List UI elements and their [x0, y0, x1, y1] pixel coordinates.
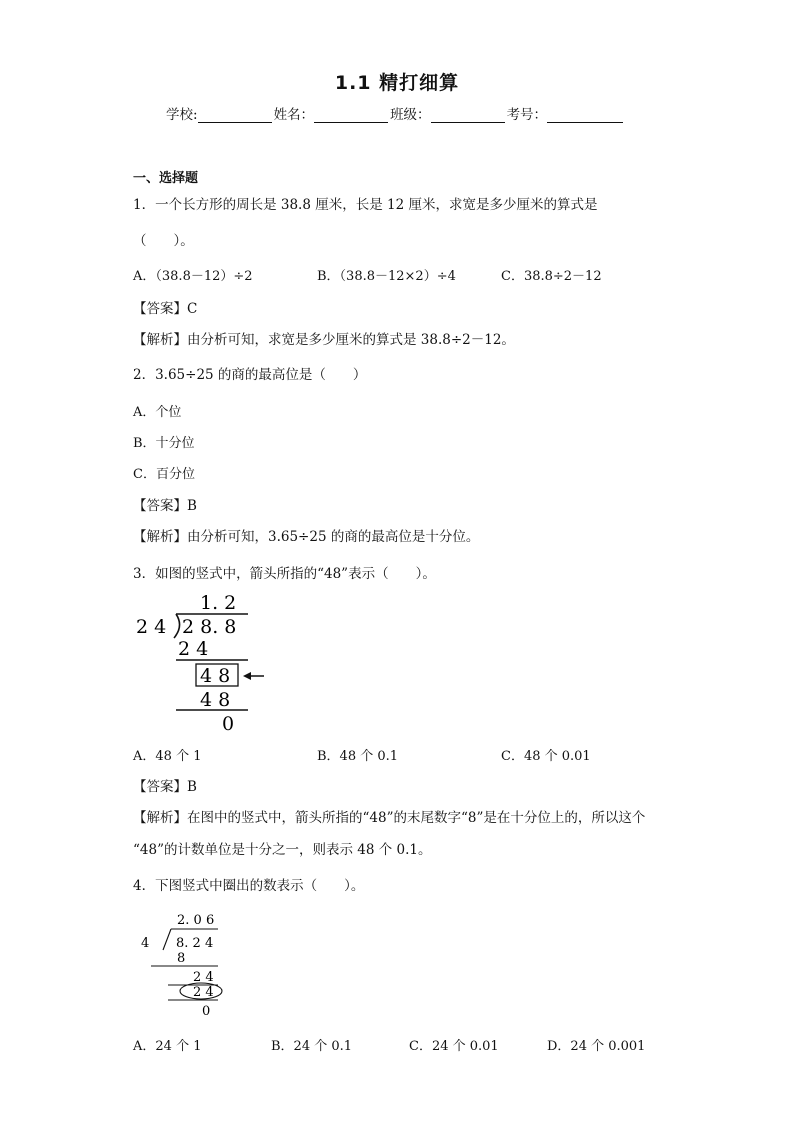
long-division-figure-2 [138, 908, 238, 1020]
question-2-option-c: C．百分位 [133, 467, 195, 482]
name-label: 姓名： [273, 107, 315, 123]
page-title: 1.1 精打细算 [334, 72, 460, 94]
step2-text-2: 2 4 [193, 970, 214, 985]
question-3-option-b: B．48 个 0.1 [317, 749, 399, 764]
question-4-option-b: B．24 个 0.1 [271, 1039, 353, 1054]
question-3-analysis-cont: “48”的计数单位是十分之一，则表示 48 个 0.1。 [133, 842, 432, 858]
division-bracket-2 [163, 929, 171, 950]
dividend-text: 2 8. 8 [182, 616, 237, 638]
question-4-option-c: C．24 个 0.01 [409, 1039, 499, 1054]
question-1-option-b: B．（38.8－12×2）÷4 [317, 269, 456, 284]
dividend-text-2: 8. 2 4 [176, 936, 214, 951]
question-1-stem: 1．一个长方形的周长是 38.8 厘米，长是 12 厘米，求宽是多少厘米的算式是 [133, 197, 598, 213]
long-division-figure-1 [130, 590, 280, 735]
step3-text-2: 2 4 [193, 985, 214, 1000]
remainder-text-2: 0 [202, 1004, 211, 1019]
question-4-option-a: A．24 个 1 [133, 1039, 202, 1054]
question-1-stem-cont: （ ）。 [133, 233, 194, 249]
name-blank [314, 108, 388, 123]
question-1-analysis: 【解析】由分析可知，求宽是多少厘米的算式是 38.8÷2－12。 [133, 332, 515, 348]
question-3-analysis: 【解析】在图中的竖式中，箭头所指的“48”的末尾数字“8”是在十分位上的，所以这个 [133, 810, 646, 826]
question-2-stem: 2．3.65÷25 的商的最高位是（ ） [133, 367, 367, 383]
question-2-option-a: A．个位 [133, 405, 182, 420]
question-4-option-d: D．24 个 0.001 [547, 1039, 646, 1054]
question-3-option-a: A．48 个 1 [133, 749, 202, 764]
step1-text: 2 4 [178, 638, 209, 660]
quotient-text-2: 2. 0 6 [177, 913, 215, 928]
division-bracket [174, 614, 180, 638]
school-label: 学校: [166, 107, 198, 123]
question-2-analysis: 【解析】由分析可知，3.65÷25 的商的最高位是十分位。 [133, 529, 480, 545]
exam-number-label: 考号： [506, 107, 548, 123]
arrow-head-icon [243, 672, 251, 680]
question-1-option-c: C．38.8÷2－12 [501, 269, 602, 284]
question-4-stem: 4．下图竖式中圈出的数表示（ ）。 [133, 878, 365, 894]
step3-text: 4 8 [200, 689, 231, 711]
question-1-option-a: A．（38.8－12）÷2 [133, 269, 253, 284]
school-blank [198, 108, 272, 123]
class-label: 班级： [390, 107, 431, 123]
divisor-text-2: 4 [141, 936, 150, 951]
question-3-answer: 【答案】B [133, 779, 197, 795]
student-info-line [166, 103, 625, 123]
remainder-text: 0 [222, 713, 235, 735]
question-2-answer: 【答案】B [133, 498, 197, 514]
divisor-text: 2 4 [136, 616, 167, 638]
question-3-option-c: C．48 个 0.01 [501, 749, 591, 764]
step2-text: 4 8 [200, 665, 231, 687]
step1-text-2: 8 [177, 951, 186, 966]
quotient-text: 1. 2 [200, 592, 237, 614]
exam-number-blank [547, 108, 623, 123]
section-heading: 一、选择题 [133, 171, 199, 186]
question-1-answer: 【答案】C [133, 301, 198, 317]
class-blank [431, 108, 505, 123]
question-3-stem: 3．如图的竖式中，箭头所指的“48”表示（ ）。 [133, 566, 436, 582]
question-2-option-b: B．十分位 [133, 436, 195, 451]
